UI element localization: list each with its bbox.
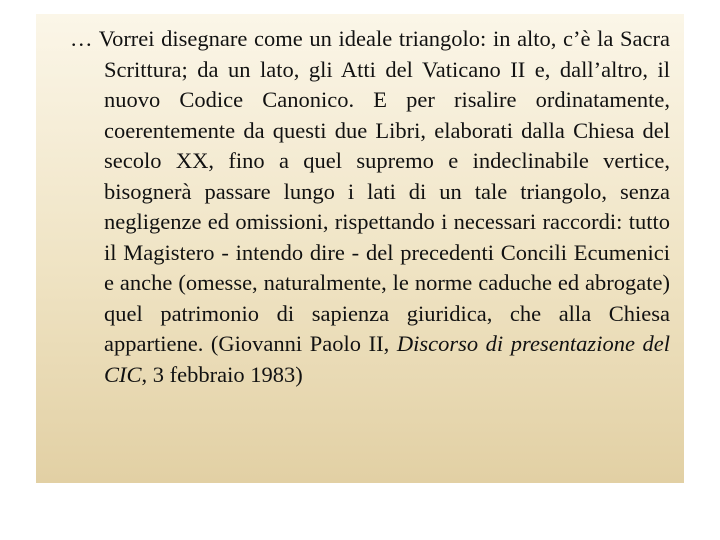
quote-box [36, 14, 684, 483]
citation-title: Discorso di presentazione del CIC [104, 331, 671, 387]
citation-open: (Giovanni Paolo II, [203, 331, 397, 356]
quote-paragraph [70, 24, 670, 390]
quote-body: … Vorrei disegnare come un ideale triangolo: in alto, c’è la Sacra Scrittura; da un lato, gli Atti del Vaticano II e, dall’altro, il nuovo Codice Canonico. E per risalire ordinatamente, coerentemente da questi due Libri, elaborati dalla Chiesa del secolo XX, fino a quel supremo e indeclinabile vertice, bisognerà passare lungo i lati di un tale triangolo, senza negligenze ed omissioni, rispettando i necessari raccordi: tutto il Magistero - intendo dire - del precedenti Concili Ecumenici e anche (omesse, naturalmente, le norme caduche ed abrogate) quel patrimonio di sapienza giuridica, che alla Chiesa appartiene. [70, 26, 670, 356]
citation-close: , 3 febbraio 1983) [141, 361, 303, 387]
